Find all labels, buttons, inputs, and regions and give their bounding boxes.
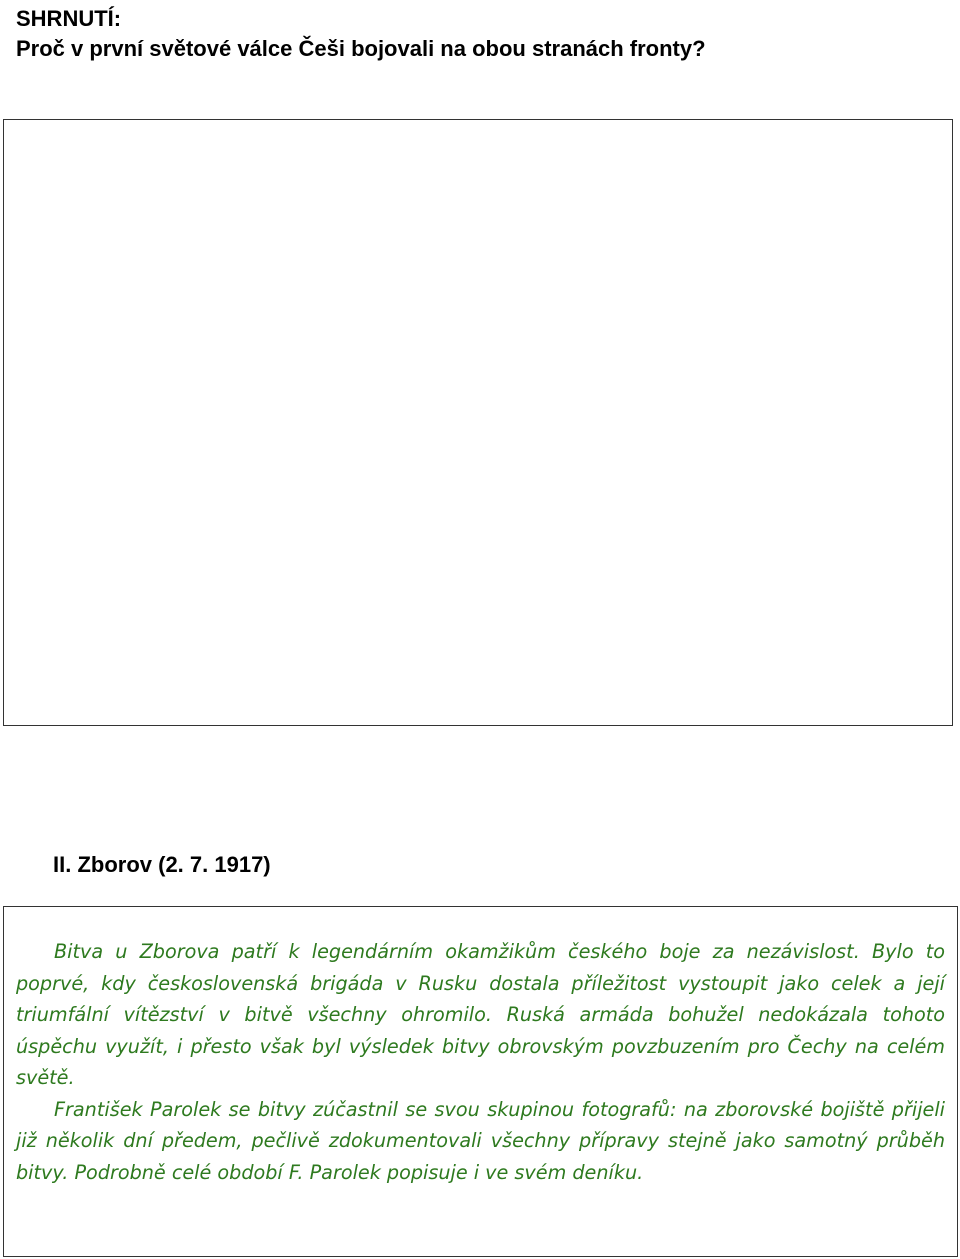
summary-question: Proč v první světové válce Češi bojovali na obou stranách fronty?	[16, 36, 706, 61]
text-box	[3, 906, 958, 1257]
summary-label: SHRNUTÍ:	[16, 6, 122, 31]
paragraph-2: František Parolek se bitvy zúčastnil se svou skupinou fotografů: na zborovské bojiště přijeli již několik dní předem, pečlivě zdokumentovali všechny přípravy stejně jako samotný průběh bitvy. Podrobně celé období F. Parolek popisuje i ve svém deníku.	[16, 1097, 945, 1184]
answer-box[interactable]	[3, 119, 953, 726]
paragraph-1: Bitva u Zborova patří k legendárním okamžikům českého boje za nezávislost. Bylo to poprvé, kdy československá brigáda v Rusku dostala příležitost vystoupit jako celek a její triumfální vítězství v bitvě všechny ohromilo. Ruská armáda bohužel nedokázala tohoto úspěchu využít, i přesto však byl výsledek bitvy obrovským povzbuzením pro Čechy na celém světě.	[16, 940, 945, 1089]
section-title: II. Zborov (2. 7. 1917)	[53, 852, 271, 877]
summary-heading	[16, 4, 706, 64]
